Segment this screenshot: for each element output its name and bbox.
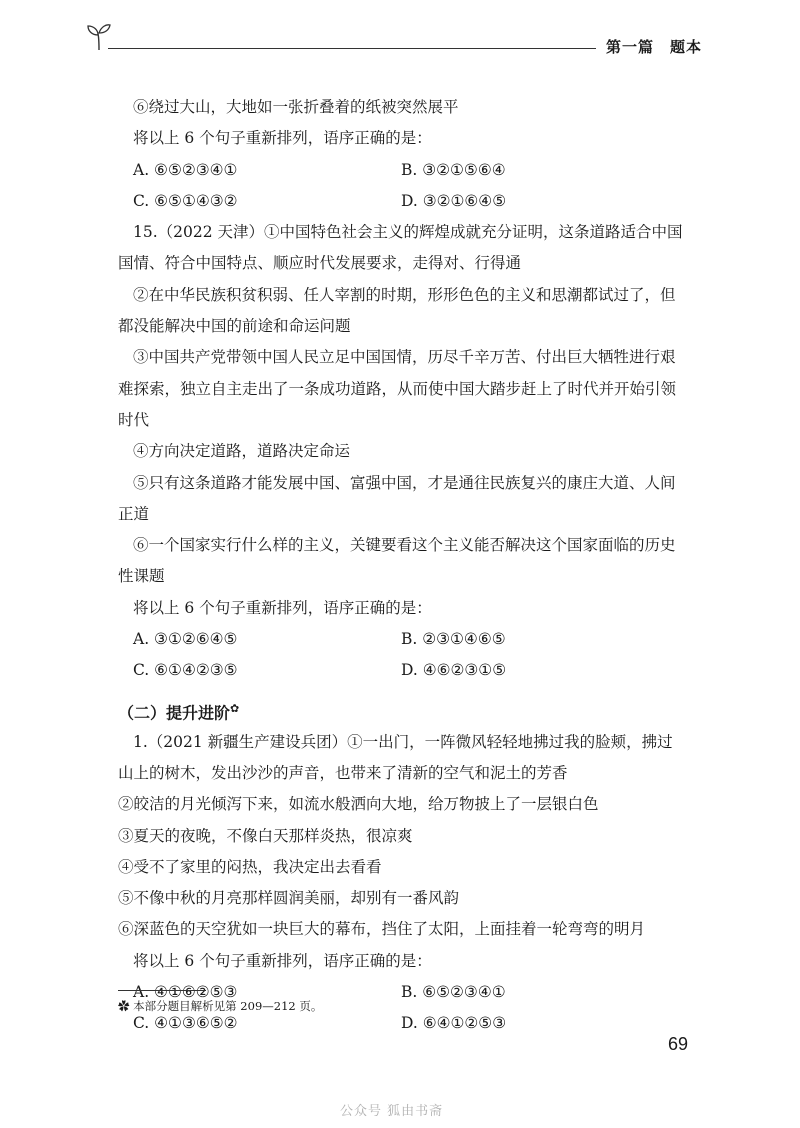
q14-prompt: 将以上 6 个句子重新排列，语序正确的是： xyxy=(133,129,432,148)
section-title: 第一篇 题本 xyxy=(606,38,703,56)
q15-option-a: A. ③①②⑥④⑤ xyxy=(133,630,238,649)
footnote-rule xyxy=(118,990,206,991)
q1-option-d: D. ⑥④①②⑤③ xyxy=(401,1014,507,1033)
q14-options-row-2 xyxy=(118,186,703,217)
q1-item-6: ⑥深蓝色的天空犹如一块巨大的幕布，挡住了太阳，上面挂着一轮弯弯的明月 xyxy=(118,920,646,939)
q15-options-row-2 xyxy=(118,655,703,686)
q15-options-row-1 xyxy=(118,624,703,655)
q15-item-3-line-1: ③中国共产党带领中国人民立足中国国情，历尽千辛万苦、付出巨大牺牲进行艰 xyxy=(133,348,676,367)
q14-option-c: C. ⑥⑤①④③② xyxy=(133,191,238,210)
q15-item-3-line-3: 时代 xyxy=(118,410,150,429)
q1-prompt: 将以上 6 个句子重新排列，语序正确的是： xyxy=(133,951,432,970)
q1-option-a: A. ④①⑥②⑤③ xyxy=(133,983,238,1002)
q15-item-6-line-1: ⑥一个国家实行什么样的主义，关键要看这个主义能否解决这个国家面临的历史 xyxy=(133,536,676,555)
page-header xyxy=(0,0,800,70)
footnote-text: 本部分题目解析见第 209—212 页。 xyxy=(133,999,323,1013)
q15-stem-line-2: 国情、符合中国特点、顺应时代发展要求，走得对、行得通 xyxy=(118,254,522,273)
q1-stem-line-2: 山上的树木，发出沙沙的声音，也带来了清新的空气和泥土的芳香 xyxy=(118,763,568,782)
q14-option-d: D. ③②①⑥④⑤ xyxy=(401,191,507,210)
q14-option-b: B. ③②①⑤⑥④ xyxy=(401,160,506,179)
q15-option-c: C. ⑥①④②③⑤ xyxy=(133,661,238,680)
q1-item-2: ②皎洁的月光倾泻下来，如流水般洒向大地，给万物披上了一层银白色 xyxy=(118,795,599,814)
section-heading xyxy=(118,691,703,727)
watermark: 公众号 狐由书斋 xyxy=(340,1104,444,1119)
q1-item-5: ⑤不像中秋的月亮那样圆润美丽，却别有一番风韵 xyxy=(118,889,460,908)
q1-stem-line-1: 1.（2021 新疆生产建设兵团）①一出门，一阵微风轻轻地拂过我的脸颊，拂过 xyxy=(133,732,673,751)
q14-option-a: A. ⑥⑤②③④① xyxy=(133,160,238,179)
section-heading-text: （二）提升进阶 xyxy=(118,702,231,722)
q1-item-4: ④受不了家里的闷热，我决定出去看看 xyxy=(118,857,382,876)
q14-item-6: ⑥绕过大山，大地如一张折叠着的纸被突然展平 xyxy=(133,98,459,116)
q15-option-d: D. ④⑥②③①⑤ xyxy=(401,661,507,680)
q15-item-2-line-2: 都没能解决中国的前途和命运问题 xyxy=(118,317,351,336)
q15-stem-line-1: 15.（2022 天津）①中国特色社会主义的辉煌成就充分证明，这条道路适合中国 xyxy=(133,223,683,242)
q15-item-4: ④方向决定道路，道路决定命运 xyxy=(133,442,351,461)
footnote xyxy=(118,998,322,1014)
q15-item-2-line-1: ②在中华民族积贫积弱、任人宰割的时期，形形色色的主义和思潮都试过了，但 xyxy=(133,285,676,304)
q15-prompt: 将以上 6 个句子重新排列，语序正确的是： xyxy=(133,598,432,617)
q15-item-5-line-2: 正道 xyxy=(118,504,150,523)
q15-item-6-line-2: 性课题 xyxy=(118,567,165,586)
q1-option-c: C. ④①③⑥⑤② xyxy=(133,1014,238,1033)
q1-item-3: ③夏天的夜晚，不像白天那样炎热，很凉爽 xyxy=(118,826,413,845)
page-number: 69 xyxy=(668,1034,689,1054)
footnote-star-icon: ✿ xyxy=(230,701,240,715)
q1-option-b: B. ⑥⑤②③④① xyxy=(401,983,506,1002)
footnote-marker-icon: ✿ xyxy=(118,999,130,1013)
q15-item-5-line-1: ⑤只有这条道路才能发展中国、富强中国，才是通往民族复兴的康庄大道、人间 xyxy=(133,473,676,492)
q14-options-row-1 xyxy=(118,155,703,186)
q15-item-3-line-2: 难探索，独立自主走出了一条成功道路，从而使中国大踏步赶上了时代并开始引领 xyxy=(118,379,677,398)
header-rule xyxy=(108,48,596,49)
q15-option-b: B. ②③①④⑥⑤ xyxy=(401,630,506,649)
page-content xyxy=(118,92,703,1040)
